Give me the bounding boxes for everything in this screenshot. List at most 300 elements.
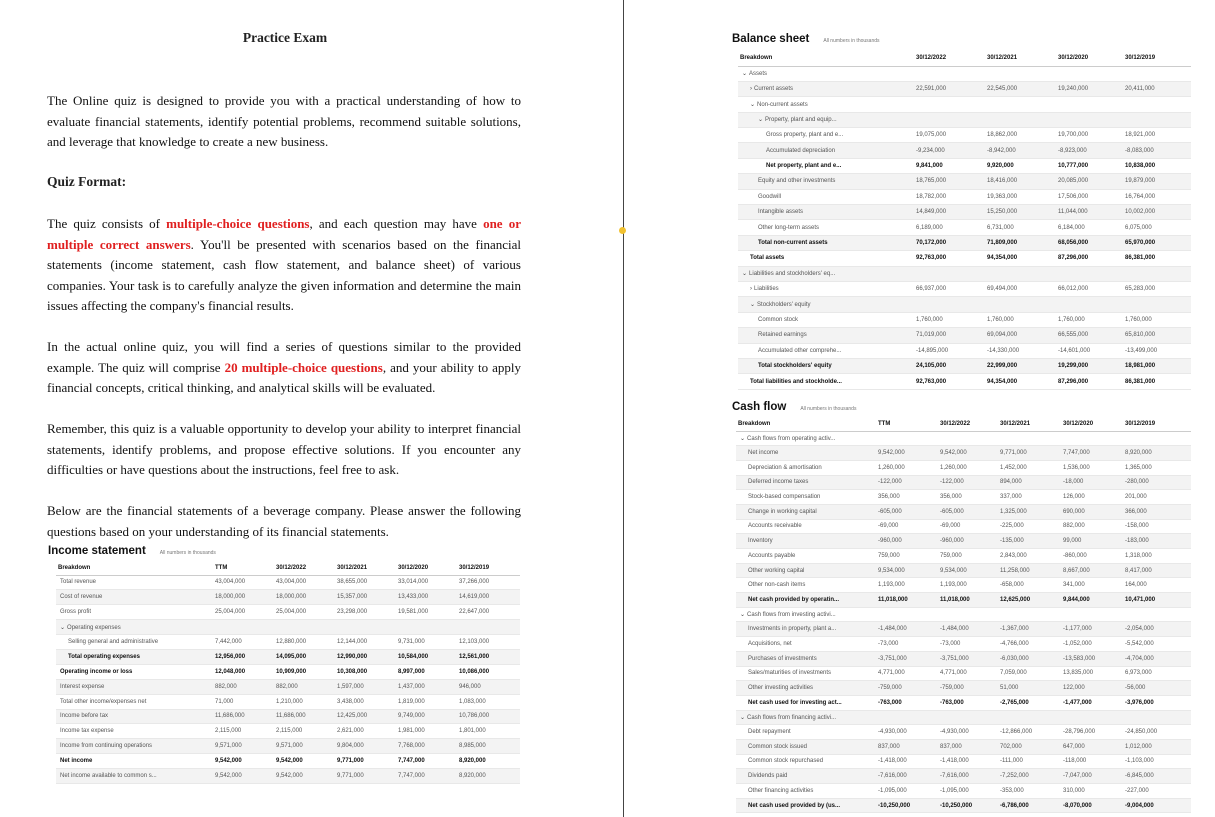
table-row [56, 739, 520, 754]
table-row[interactable] [738, 81, 1191, 96]
cell-value: -13,583,000 [1061, 651, 1123, 666]
row-label [738, 220, 914, 235]
row-label-text: Investments in property, plant a... [748, 626, 837, 633]
cell-value: 9,731,000 [396, 635, 457, 650]
chevron-down-icon[interactable]: ⌄ [740, 435, 746, 442]
cell-value: -4,930,000 [938, 725, 998, 740]
cell-value: 92,763,000 [914, 374, 985, 389]
cell-value: -1,052,000 [1061, 637, 1123, 652]
row-label-text: Other long-term assets [758, 224, 820, 231]
row-label [736, 519, 876, 534]
cell-value [914, 66, 985, 81]
row-label [738, 235, 914, 250]
cell-value [1123, 607, 1191, 622]
table-row [736, 739, 1191, 754]
cell-value: -7,616,000 [938, 769, 998, 784]
row-label-text: Inventory [748, 538, 773, 545]
chevron-down-icon[interactable]: ⌄ [740, 612, 746, 619]
table-row[interactable] [736, 431, 1191, 446]
cell-value: 65,810,000 [1123, 328, 1191, 343]
row-label-text: Accumulated other comprehe... [758, 347, 842, 354]
cell-value [938, 710, 998, 725]
row-label-text: Net cash used provided by (us... [748, 802, 841, 809]
cell-value [1061, 710, 1123, 725]
cell-value: 7,768,000 [396, 739, 457, 754]
column-header: TTM [876, 417, 938, 431]
table-row[interactable] [736, 710, 1191, 725]
chevron-right-icon[interactable]: › [750, 86, 752, 93]
cashflow-header-row [736, 417, 1191, 431]
p2-highlight-mcq: multiple-choice questions [166, 216, 310, 231]
cell-value: 9,542,000 [274, 769, 335, 784]
cell-value: -763,000 [938, 695, 998, 710]
chevron-down-icon[interactable]: ⌄ [740, 714, 746, 721]
cell-value: 1,012,000 [1123, 739, 1191, 754]
cell-value: -225,000 [998, 519, 1061, 534]
cell-value: 946,000 [457, 679, 520, 694]
cell-value: 12,956,000 [213, 649, 274, 664]
cell-value [1123, 297, 1191, 312]
cell-value: 1,193,000 [876, 578, 938, 593]
row-label [736, 739, 876, 754]
cell-value: 9,542,000 [213, 754, 274, 769]
chevron-down-icon[interactable]: ⌄ [758, 117, 764, 124]
cell-value: -6,030,000 [998, 651, 1061, 666]
cell-value: 366,000 [1123, 504, 1191, 519]
cell-value: -7,252,000 [998, 769, 1061, 784]
cell-value: 9,771,000 [335, 754, 396, 769]
table-row[interactable] [738, 97, 1191, 112]
p2-text-a: The quiz consists of [47, 216, 167, 231]
chevron-down-icon[interactable]: ⌄ [750, 302, 756, 309]
cell-value: -69,000 [938, 519, 998, 534]
p3-highlight-count: 20 multiple-choice questions [224, 359, 383, 375]
cell-value: 22,999,000 [985, 358, 1056, 373]
table-row [736, 681, 1191, 696]
cell-value: -73,000 [938, 637, 998, 652]
quiz-format-heading: Quiz Format: [47, 174, 127, 189]
column-header: 30/12/2019 [1123, 50, 1191, 66]
cell-value [914, 266, 985, 281]
cell-value: 647,000 [1061, 739, 1123, 754]
cell-value: -8,942,000 [985, 143, 1056, 158]
column-header: 30/12/2022 [914, 50, 985, 66]
row-label [738, 81, 914, 96]
cell-value: 11,258,000 [998, 563, 1061, 578]
row-label [736, 578, 876, 593]
cell-value [1061, 431, 1123, 446]
cell-value: -4,930,000 [876, 725, 938, 740]
cell-value: -14,895,000 [914, 343, 985, 358]
table-row [736, 519, 1191, 534]
table-row [738, 358, 1191, 373]
cell-value: 99,000 [1061, 534, 1123, 549]
cell-value: 8,417,000 [1123, 563, 1191, 578]
cell-value [998, 710, 1061, 725]
row-label [738, 358, 914, 373]
row-label [738, 328, 914, 343]
cell-value [1056, 112, 1123, 127]
row-label [736, 754, 876, 769]
cell-value: 13,835,000 [1061, 666, 1123, 681]
cell-value: 20,085,000 [1056, 174, 1123, 189]
row-label [736, 446, 876, 461]
row-label [736, 681, 876, 696]
cell-value: 1,318,000 [1123, 549, 1191, 564]
cell-value: 94,354,000 [985, 374, 1056, 389]
row-label [736, 563, 876, 578]
row-label-text: Gross property, plant and e... [766, 132, 844, 139]
cell-value: 1,260,000 [938, 460, 998, 475]
cell-value [1123, 66, 1191, 81]
table-row[interactable] [738, 266, 1191, 281]
statements-column [626, 0, 1215, 817]
cell-value: 11,018,000 [938, 593, 998, 608]
cell-value: 19,240,000 [1056, 81, 1123, 96]
table-row[interactable] [56, 620, 520, 635]
row-label-text: Interest expense [60, 683, 105, 690]
cell-value [938, 607, 998, 622]
cell-value: 310,000 [1061, 784, 1123, 799]
table-row[interactable] [738, 281, 1191, 296]
cell-value: -227,000 [1123, 784, 1191, 799]
quiz-size-paragraph [47, 337, 521, 399]
cell-value: 12,990,000 [335, 649, 396, 664]
row-label [736, 769, 876, 784]
row-label-text: Depreciation & amortisation [748, 464, 822, 471]
cash-flow-table [736, 417, 1191, 813]
column-header: 30/12/2022 [938, 417, 998, 431]
cell-value: 337,000 [998, 490, 1061, 505]
cell-value [1056, 97, 1123, 112]
cell-value: 8,997,000 [396, 664, 457, 679]
cell-value [914, 97, 985, 112]
cell-value: 10,308,000 [335, 664, 396, 679]
cell-value: -1,095,000 [876, 784, 938, 799]
cell-value: 8,667,000 [1061, 563, 1123, 578]
row-label [736, 710, 876, 725]
cell-value: -28,796,000 [1061, 725, 1123, 740]
reminder-paragraph: Remember, this quiz is a valuable opportunity to develop your ability to interpret financial statements, identify problems, and propose effective solutions. If you encounter any difficulties or have questions about the instructions, feel free to ask. [47, 421, 521, 477]
table-row [738, 158, 1191, 173]
row-label [56, 724, 213, 739]
cell-value: 22,591,000 [914, 81, 985, 96]
cell-value: 1,760,000 [1123, 312, 1191, 327]
row-label [736, 549, 876, 564]
income-statement-note: All numbers in thousands [159, 550, 216, 556]
cell-value: 22,647,000 [457, 605, 520, 620]
cell-value: -1,484,000 [938, 622, 998, 637]
row-label-text: Income from continuing operations [60, 743, 153, 750]
row-label-text: Total liabilities and stockholde... [750, 378, 842, 385]
cell-value [1061, 607, 1123, 622]
row-label [56, 575, 213, 590]
row-label-text: Non-current assets [757, 101, 808, 108]
cell-value: -759,000 [938, 681, 998, 696]
cell-value: 19,075,000 [914, 128, 985, 143]
cell-value: 2,621,000 [335, 724, 396, 739]
cell-value: -111,000 [998, 754, 1061, 769]
cell-value: 9,771,000 [998, 446, 1061, 461]
cell-value: 6,731,000 [985, 220, 1056, 235]
cell-value: 11,018,000 [876, 593, 938, 608]
chevron-right-icon[interactable]: › [750, 286, 752, 293]
p2-text-e: . You'll be presented with scenarios based on the financial statements (income statement, cash flow statement, and balance sheet) of various companies. Your task is to carefully analyze the given information and determine the main issues affecting the company's financial results. [47, 236, 522, 313]
cell-value: 882,000 [213, 679, 274, 694]
cell-value: -658,000 [998, 578, 1061, 593]
cell-value [876, 710, 938, 725]
row-label [56, 590, 213, 605]
table-row [738, 143, 1191, 158]
cash-flow-note: All numbers in thousands [800, 406, 857, 412]
cell-value: 70,172,000 [914, 235, 985, 250]
cell-value: 18,921,000 [1123, 128, 1191, 143]
cell-value: -759,000 [876, 681, 938, 696]
row-label [736, 784, 876, 799]
cell-value: 51,000 [998, 681, 1061, 696]
row-label-text: Cash flows from operating activ... [747, 435, 836, 442]
cell-value: 6,189,000 [914, 220, 985, 235]
table-row [738, 174, 1191, 189]
cell-value: -122,000 [876, 475, 938, 490]
column-header: 30/12/2019 [1123, 417, 1191, 431]
cell-value: 19,363,000 [985, 189, 1056, 204]
row-label [736, 475, 876, 490]
cell-value: 12,048,000 [213, 664, 274, 679]
column-header: Breakdown [736, 417, 876, 431]
row-label [736, 607, 876, 622]
row-label-text: Total other income/expenses net [60, 698, 147, 705]
row-label [738, 112, 914, 127]
table-row [736, 534, 1191, 549]
cell-value: 12,625,000 [998, 593, 1061, 608]
income-statement-title: Income statement [48, 545, 146, 557]
row-label-text: Accounts receivable [748, 523, 802, 530]
cell-value: 20,411,000 [1123, 81, 1191, 96]
cash-flow-title: Cash flow [732, 401, 787, 413]
cell-value: 6,184,000 [1056, 220, 1123, 235]
cell-value: -7,047,000 [1061, 769, 1123, 784]
table-row[interactable] [738, 112, 1191, 127]
table-row[interactable] [736, 607, 1191, 622]
row-label-text: Net income available to common s... [60, 773, 157, 780]
cash-flow-header [732, 401, 856, 413]
cell-value: 8,985,000 [457, 739, 520, 754]
row-label-text: Property, plant and equip... [765, 117, 837, 124]
column-header: 30/12/2021 [335, 561, 396, 575]
table-row [738, 374, 1191, 389]
cell-value: 11,044,000 [1056, 205, 1123, 220]
column-header: 30/12/2020 [1061, 417, 1123, 431]
cell-value [457, 620, 520, 635]
cell-value: 9,841,000 [914, 158, 985, 173]
row-label-text: Income before tax [60, 713, 109, 720]
cell-value: 1,760,000 [985, 312, 1056, 327]
p2-text-c: , and each question may have [309, 216, 484, 231]
cell-value: 690,000 [1061, 504, 1123, 519]
cell-value [985, 66, 1056, 81]
cell-value: 126,000 [1061, 490, 1123, 505]
chevron-down-icon[interactable]: ⌄ [750, 101, 756, 108]
cell-value: 4,771,000 [876, 666, 938, 681]
row-label [56, 620, 213, 635]
cell-value [1123, 710, 1191, 725]
row-label-text: Retained earnings [758, 332, 807, 339]
row-label-text: Cost of revenue [60, 594, 103, 601]
row-label [736, 798, 876, 813]
row-label-text: Purchases of investments [748, 655, 817, 662]
cell-value: -3,751,000 [938, 651, 998, 666]
row-label-text: Sales/maturities of investments [748, 670, 832, 677]
table-row[interactable] [738, 297, 1191, 312]
table-row [738, 220, 1191, 235]
row-label [736, 622, 876, 637]
cell-value: 33,014,000 [396, 575, 457, 590]
page-title: Practice Exam [242, 30, 328, 45]
row-label [736, 637, 876, 652]
row-label-text: Other investing activities [748, 685, 814, 692]
cell-value: 6,075,000 [1123, 220, 1191, 235]
row-label-text: Net income [60, 758, 93, 765]
row-label-text: Total stockholders' equity [758, 363, 832, 370]
cell-value: -56,000 [1123, 681, 1191, 696]
cell-value: 25,004,000 [213, 605, 274, 620]
cell-value: -1,418,000 [938, 754, 998, 769]
cell-value: 1,801,000 [457, 724, 520, 739]
cell-value: 19,581,000 [396, 605, 457, 620]
cell-value: -1,477,000 [1061, 695, 1123, 710]
cell-value: -122,000 [938, 475, 998, 490]
cell-value: 4,771,000 [938, 666, 998, 681]
cell-value: 9,920,000 [985, 158, 1056, 173]
cell-value: 1,597,000 [335, 679, 396, 694]
cell-value: 10,002,000 [1123, 205, 1191, 220]
cell-value: 2,843,000 [998, 549, 1061, 564]
cell-value: 86,381,000 [1123, 374, 1191, 389]
cell-value: 6,973,000 [1123, 666, 1191, 681]
cell-value: 24,105,000 [914, 358, 985, 373]
row-label-text: Operating income or loss [60, 668, 133, 675]
cell-value: -9,004,000 [1123, 798, 1191, 813]
cell-value: 12,144,000 [335, 635, 396, 650]
cell-value: 12,880,000 [274, 635, 335, 650]
cell-value: -14,330,000 [985, 343, 1056, 358]
cell-value: 10,086,000 [457, 664, 520, 679]
table-row [738, 205, 1191, 220]
cell-value [998, 431, 1061, 446]
cell-value: -8,070,000 [1061, 798, 1123, 813]
cell-value: -73,000 [876, 637, 938, 652]
cell-value: -12,866,000 [998, 725, 1061, 740]
cell-value: -7,616,000 [876, 769, 938, 784]
table-row [738, 343, 1191, 358]
cell-value: 341,000 [1061, 578, 1123, 593]
cell-value: -960,000 [938, 534, 998, 549]
cell-value: -135,000 [998, 534, 1061, 549]
cell-value: 9,542,000 [938, 446, 998, 461]
cell-value: 759,000 [876, 549, 938, 564]
row-label [738, 158, 914, 173]
cell-value: 18,981,000 [1123, 358, 1191, 373]
table-row [56, 635, 520, 650]
table-row [736, 593, 1191, 608]
cell-value: 15,357,000 [335, 590, 396, 605]
row-label-text: Deferred income taxes [748, 479, 809, 486]
table-row [56, 679, 520, 694]
table-row [736, 695, 1191, 710]
cell-value: 10,777,000 [1056, 158, 1123, 173]
chevron-down-icon[interactable]: ⌄ [742, 271, 748, 278]
cell-value: 1,193,000 [938, 578, 998, 593]
column-header: Breakdown [738, 50, 914, 66]
row-label [738, 266, 914, 281]
balance-header-row [738, 50, 1191, 66]
cell-value [998, 607, 1061, 622]
cell-value: 87,296,000 [1056, 251, 1123, 266]
row-label [56, 605, 213, 620]
cell-value: 19,299,000 [1056, 358, 1123, 373]
cell-value [914, 112, 985, 127]
cell-value: 8,920,000 [457, 769, 520, 784]
cell-value: 43,004,000 [213, 575, 274, 590]
cell-value: -9,234,000 [914, 143, 985, 158]
cell-value: -10,250,000 [938, 798, 998, 813]
cell-value: 9,571,000 [274, 739, 335, 754]
row-label-text: Equity and other investments [758, 178, 836, 185]
row-label-text: Common stock [758, 316, 799, 323]
cell-value: 69,094,000 [985, 328, 1056, 343]
cell-value: -4,704,000 [1123, 651, 1191, 666]
table-row [56, 754, 520, 769]
cell-value: 14,619,000 [457, 590, 520, 605]
p3-text-a: In the actual online quiz, you will find a series of questions similar to the provided example. The quiz will comprise [47, 339, 521, 375]
cell-value: 15,250,000 [985, 205, 1056, 220]
quiz-description-paragraph [47, 214, 521, 317]
row-label [738, 312, 914, 327]
row-label [736, 695, 876, 710]
row-label [738, 343, 914, 358]
cell-value: 356,000 [938, 490, 998, 505]
row-label-text: Other non-cash items [748, 582, 806, 589]
table-row [736, 504, 1191, 519]
row-label [736, 534, 876, 549]
cell-value: 18,416,000 [985, 174, 1056, 189]
table-row[interactable] [738, 66, 1191, 81]
row-label-text: Total revenue [60, 579, 97, 586]
cell-value: 8,920,000 [1123, 446, 1191, 461]
table-row [736, 725, 1191, 740]
cell-value [876, 431, 938, 446]
cell-value [1056, 297, 1123, 312]
cell-value: 71,809,000 [985, 235, 1056, 250]
chevron-down-icon[interactable]: ⌄ [742, 71, 748, 78]
balance-sheet-note: All numbers in thousands [823, 38, 880, 44]
table-row [736, 460, 1191, 475]
cell-value: 86,381,000 [1123, 251, 1191, 266]
table-row [736, 651, 1191, 666]
table-row [736, 666, 1191, 681]
cursor-marker-icon [619, 227, 626, 234]
p3-text-c: , and your ability to apply financial concepts, critical thinking, and analytical skills will be evaluated. [47, 359, 521, 395]
cell-value: 2,115,000 [213, 724, 274, 739]
row-label [736, 460, 876, 475]
cell-value: -5,542,000 [1123, 637, 1191, 652]
row-label [736, 490, 876, 505]
cell-value: 18,000,000 [213, 590, 274, 605]
cell-value: 11,686,000 [213, 709, 274, 724]
row-label-text: Other working capital [748, 567, 805, 574]
chevron-down-icon[interactable]: ⌄ [60, 624, 66, 631]
